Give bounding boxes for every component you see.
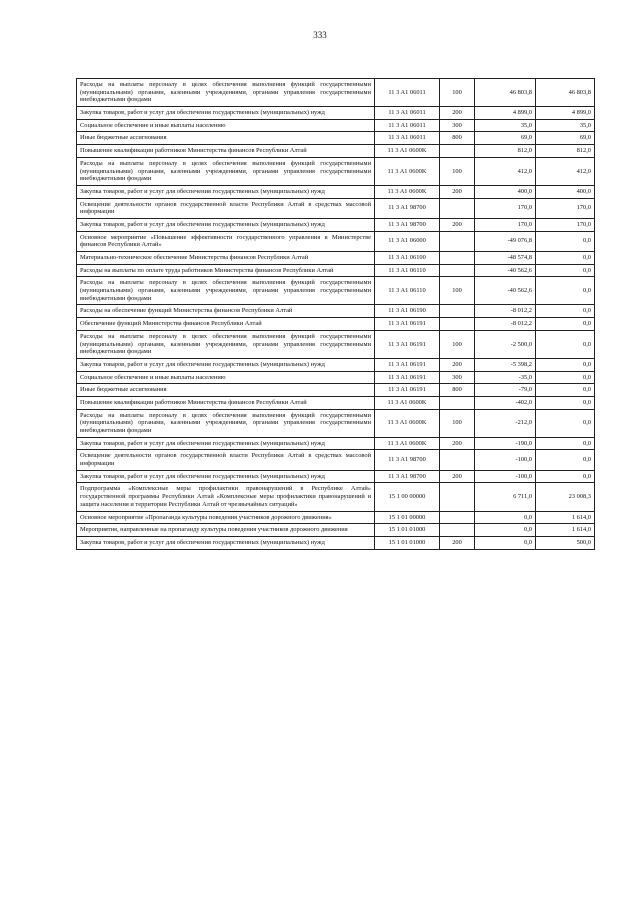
table-row	[77, 79, 595, 107]
amount-column-1: -8 012,2	[475, 305, 536, 318]
target-article-code: 11 3 A1 06110	[375, 264, 440, 277]
table-row	[77, 358, 595, 371]
expense-item-name: Основное мероприятие «Повышение эффективности государственного управления в Министерстве финансов Республики Алтай»	[77, 231, 375, 251]
amount-column-2: 0,0	[536, 318, 595, 331]
table-row	[77, 470, 595, 483]
expense-item-name: Повышение квалификации работников Министерства финансов Республики Алтай	[77, 396, 375, 409]
expense-type-code	[440, 305, 475, 318]
target-article-code: 11 3 A1 98700	[375, 218, 440, 231]
amount-column-1: 170,0	[475, 198, 536, 218]
target-article-code: 11 3 A1 06191	[375, 358, 440, 371]
expense-type-code	[440, 450, 475, 470]
amount-column-1: 6 711,0	[475, 483, 536, 511]
amount-column-1: -100,0	[475, 470, 536, 483]
expense-item-name: Расходы на выплаты персоналу в целях обеспечения выполнения функций государственными (муниципальными) органами, казенными учреждениями, органами управления государственными внебюджетными фондами	[77, 277, 375, 305]
table-row	[77, 277, 595, 305]
target-article-code: 11 3 A1 06011	[375, 119, 440, 132]
expense-item-name: Материально-техническое обеспечение Министерства финансов Республики Алтай	[77, 252, 375, 265]
target-article-code: 11 3 A1 06190	[375, 305, 440, 318]
table-row	[77, 409, 595, 437]
target-article-code: 15 1 00 00000	[375, 483, 440, 511]
expense-item-name: Расходы на выплаты персоналу в целях обеспечения выполнения функций государственными (муниципальными) органами, казенными учреждениями, органами управления государственными внебюджетными фондами	[77, 409, 375, 437]
expense-item-name: Освещение деятельности органов государственной власти Республики Алтай в средствах массовой информации	[77, 198, 375, 218]
target-article-code: 11 3 A1 06191	[375, 384, 440, 397]
amount-column-2: 4 899,0	[536, 107, 595, 120]
table-row	[77, 252, 595, 265]
amount-column-2: 0,0	[536, 470, 595, 483]
amount-column-2: 500,0	[536, 536, 595, 549]
amount-column-1: -40 562,6	[475, 264, 536, 277]
table-row	[77, 318, 595, 331]
amount-column-2: 0,0	[536, 231, 595, 251]
amount-column-1: 0,0	[475, 511, 536, 524]
amount-column-1: 0,0	[475, 524, 536, 537]
table-row	[77, 119, 595, 132]
table-row	[77, 264, 595, 277]
table-row	[77, 450, 595, 470]
table-row	[77, 536, 595, 549]
expense-type-code: 200	[440, 358, 475, 371]
target-article-code: 11 3 A1 06011	[375, 79, 440, 107]
expense-item-name: Иные бюджетные ассигнования	[77, 132, 375, 145]
expense-type-code	[440, 524, 475, 537]
expense-item-name: Закупка товаров, работ и услуг для обеспечения государственных (муниципальных) нужд	[77, 107, 375, 120]
amount-column-2: 170,0	[536, 198, 595, 218]
amount-column-1: -100,0	[475, 450, 536, 470]
amount-column-2: 0,0	[536, 264, 595, 277]
expense-type-code: 200	[440, 437, 475, 450]
expense-item-name: Расходы на выплаты по оплате труда работников Министерства финансов Республики Алтай	[77, 264, 375, 277]
amount-column-2: 0,0	[536, 358, 595, 371]
expense-item-name: Социальное обеспечение и иные выплаты населению	[77, 119, 375, 132]
table-row	[77, 396, 595, 409]
target-article-code: 11 3 A1 0600K	[375, 157, 440, 185]
expense-item-name: Расходы на выплаты персоналу в целях обеспечения выполнения функций государственными (муниципальными) органами, казенными учреждениями, органами управления государственными внебюджетными фондами	[77, 330, 375, 358]
amount-column-2: 0,0	[536, 396, 595, 409]
table-row	[77, 305, 595, 318]
amount-column-2: 46 803,8	[536, 79, 595, 107]
amount-column-1: -2 500,0	[475, 330, 536, 358]
budget-table-body	[77, 79, 595, 550]
table-row	[77, 145, 595, 158]
expense-type-code: 100	[440, 277, 475, 305]
target-article-code: 15 1 01 00000	[375, 511, 440, 524]
amount-column-1: 400,0	[475, 185, 536, 198]
expense-type-code	[440, 483, 475, 511]
expense-item-name: Закупка товаров, работ и услуг для обеспечения государственных (муниципальных) нужд	[77, 358, 375, 371]
target-article-code: 11 3 A1 98700	[375, 470, 440, 483]
amount-column-1: 35,0	[475, 119, 536, 132]
expense-type-code: 100	[440, 79, 475, 107]
amount-column-1: -48 574,8	[475, 252, 536, 265]
table-row	[77, 524, 595, 537]
amount-column-1: -35,0	[475, 371, 536, 384]
target-article-code: 11 3 A1 06000	[375, 231, 440, 251]
amount-column-1: 0,0	[475, 536, 536, 549]
expense-type-code	[440, 264, 475, 277]
expense-type-code	[440, 396, 475, 409]
table-row	[77, 511, 595, 524]
expense-item-name: Обеспечение функций Министерства финансов Республики Алтай	[77, 318, 375, 331]
target-article-code: 11 3 A1 06191	[375, 318, 440, 331]
amount-column-2: 23 008,3	[536, 483, 595, 511]
amount-column-2: 1 614,0	[536, 524, 595, 537]
target-article-code: 11 3 A1 06110	[375, 277, 440, 305]
table-row	[77, 198, 595, 218]
target-article-code: 15 1 01 01000	[375, 536, 440, 549]
table-row	[77, 107, 595, 120]
expense-item-name: Подпрограмма «Комплексные меры профилактики правонарушений в Республике Алтай» государственной программы Республики Алтай «Комплексные меры профилактики правонарушений и защита населения и территории Республики Алтай от чрезвычайных ситуаций»	[77, 483, 375, 511]
target-article-code: 11 3 A1 06191	[375, 371, 440, 384]
expense-item-name: Расходы на выплаты персоналу в целях обеспечения выполнения функций государственными (муниципальными) органами, казенными учреждениями, органами управления государственными внебюджетными фондами	[77, 79, 375, 107]
amount-column-2: 412,0	[536, 157, 595, 185]
amount-column-2: 35,0	[536, 119, 595, 132]
expense-item-name: Закупка товаров, работ и услуг для обеспечения государственных (муниципальных) нужд	[77, 437, 375, 450]
amount-column-2: 0,0	[536, 277, 595, 305]
amount-column-2: 400,0	[536, 185, 595, 198]
amount-column-2: 0,0	[536, 305, 595, 318]
amount-column-1: 812,0	[475, 145, 536, 158]
target-article-code: 11 3 A1 0600K	[375, 185, 440, 198]
expense-type-code: 200	[440, 536, 475, 549]
target-article-code: 11 3 A1 0600K	[375, 409, 440, 437]
expense-item-name: Закупка товаров, работ и услуг для обеспечения государственных (муниципальных) нужд	[77, 536, 375, 549]
amount-column-2: 0,0	[536, 371, 595, 384]
amount-column-1: -79,0	[475, 384, 536, 397]
table-row	[77, 132, 595, 145]
budget-table	[76, 78, 595, 550]
expense-item-name: Освещение деятельности органов государственной власти Республики Алтай в средствах массовой информации	[77, 450, 375, 470]
amount-column-1: -212,0	[475, 409, 536, 437]
amount-column-2: 170,0	[536, 218, 595, 231]
expense-type-code: 200	[440, 185, 475, 198]
expense-type-code: 200	[440, 218, 475, 231]
target-article-code: 11 3 A1 06011	[375, 132, 440, 145]
expense-item-name: Повышение квалификации работников Министерства финансов Республики Алтай	[77, 145, 375, 158]
target-article-code: 11 3 A1 98700	[375, 198, 440, 218]
amount-column-1: -49 076,8	[475, 231, 536, 251]
amount-column-1: 4 899,0	[475, 107, 536, 120]
amount-column-2: 0,0	[536, 437, 595, 450]
expense-type-code	[440, 145, 475, 158]
expense-type-code: 200	[440, 107, 475, 120]
amount-column-1: 46 803,8	[475, 79, 536, 107]
amount-column-1: -190,0	[475, 437, 536, 450]
expense-type-code: 100	[440, 409, 475, 437]
amount-column-1: 170,0	[475, 218, 536, 231]
amount-column-2: 0,0	[536, 409, 595, 437]
expense-type-code: 800	[440, 132, 475, 145]
table-row	[77, 185, 595, 198]
expense-item-name: Закупка товаров, работ и услуг для обеспечения государственных (муниципальных) нужд	[77, 185, 375, 198]
expense-type-code: 100	[440, 157, 475, 185]
expense-type-code	[440, 198, 475, 218]
table-row	[77, 231, 595, 251]
expense-type-code: 800	[440, 384, 475, 397]
target-article-code: 15 1 01 01000	[375, 524, 440, 537]
table-row	[77, 483, 595, 511]
expense-item-name: Закупка товаров, работ и услуг для обеспечения государственных (муниципальных) нужд	[77, 470, 375, 483]
target-article-code: 11 3 A1 06011	[375, 107, 440, 120]
expense-item-name: Основное мероприятие «Пропаганда культуры поведения участников дорожного движения»	[77, 511, 375, 524]
table-row	[77, 218, 595, 231]
target-article-code: 11 3 A1 0600K	[375, 396, 440, 409]
expense-item-name: Закупка товаров, работ и услуг для обеспечения государственных (муниципальных) нужд	[77, 218, 375, 231]
amount-column-1: 69,0	[475, 132, 536, 145]
expense-item-name: Мероприятия, направленные на пропаганду культуры поведения участников дорожного движения	[77, 524, 375, 537]
expense-item-name: Расходы на обеспечение функций Министерства финансов Республики Алтай	[77, 305, 375, 318]
expense-type-code	[440, 231, 475, 251]
amount-column-2: 69,0	[536, 132, 595, 145]
table-row	[77, 330, 595, 358]
amount-column-2: 0,0	[536, 252, 595, 265]
amount-column-1: -8 012,2	[475, 318, 536, 331]
amount-column-2: 812,0	[536, 145, 595, 158]
amount-column-2: 0,0	[536, 450, 595, 470]
page-number: 333	[313, 30, 327, 40]
target-article-code: 11 3 A1 06191	[375, 330, 440, 358]
amount-column-1: 412,0	[475, 157, 536, 185]
table-row	[77, 371, 595, 384]
expense-type-code	[440, 318, 475, 331]
amount-column-1: -40 562,6	[475, 277, 536, 305]
expense-type-code: 100	[440, 330, 475, 358]
amount-column-2: 0,0	[536, 330, 595, 358]
table-row	[77, 437, 595, 450]
target-article-code: 11 3 A1 98700	[375, 450, 440, 470]
expense-item-name: Иные бюджетные ассигнования	[77, 384, 375, 397]
expense-type-code	[440, 511, 475, 524]
table-row	[77, 384, 595, 397]
amount-column-2: 0,0	[536, 384, 595, 397]
expense-type-code: 300	[440, 371, 475, 384]
expense-item-name: Расходы на выплаты персоналу в целях обеспечения выполнения функций государственными (муниципальными) органами, казенными учреждениями, органами управления государственными внебюджетными фондами	[77, 157, 375, 185]
expense-type-code	[440, 252, 475, 265]
expense-type-code: 200	[440, 470, 475, 483]
target-article-code: 11 3 A1 0600K	[375, 437, 440, 450]
target-article-code: 11 3 A1 06100	[375, 252, 440, 265]
amount-column-2: 1 614,0	[536, 511, 595, 524]
expense-type-code: 300	[440, 119, 475, 132]
expense-item-name: Социальное обеспечение и иные выплаты населению	[77, 371, 375, 384]
table-row	[77, 157, 595, 185]
amount-column-1: -402,0	[475, 396, 536, 409]
target-article-code: 11 3 A1 0600K	[375, 145, 440, 158]
amount-column-1: -5 398,2	[475, 358, 536, 371]
